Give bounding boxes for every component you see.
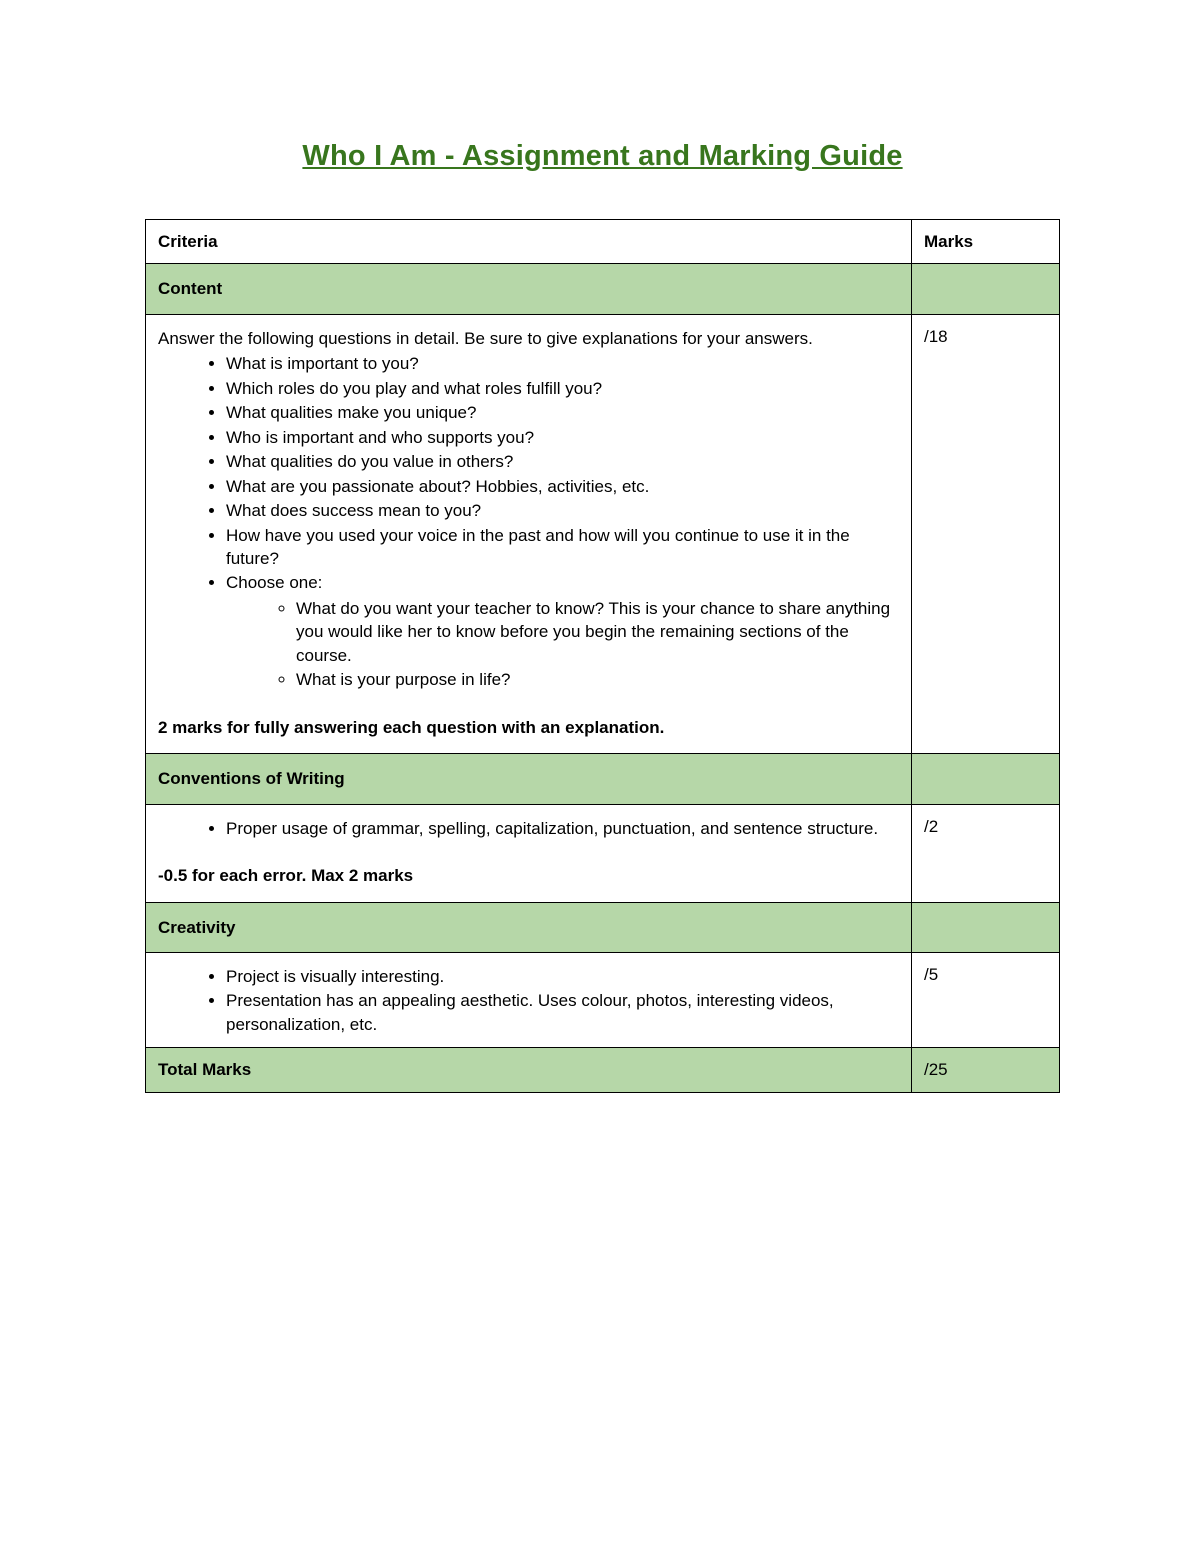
content-criteria-cell	[146, 314, 912, 753]
sub-bullet-item: ◦ What is your purpose in life?	[296, 668, 899, 691]
marking-guide-table	[145, 219, 1060, 1093]
section-heading-content: Content	[146, 264, 912, 314]
section-row-conventions	[146, 754, 1060, 804]
column-header-criteria: Criteria	[146, 220, 912, 264]
section-heading-content-marks-cell	[912, 264, 1060, 314]
creativity-bullet-list	[158, 965, 899, 1036]
conventions-marks-note: -0.5 for each error. Max 2 marks	[158, 866, 414, 886]
content-sub-bullet-list	[226, 597, 899, 692]
conventions-body-row	[146, 804, 1060, 902]
section-heading-creativity-marks-cell	[912, 902, 1060, 952]
section-row-creativity	[146, 902, 1060, 952]
section-row-content	[146, 264, 1060, 314]
bullet-item: • What does success mean to you?	[226, 499, 899, 522]
bullet-item-choose-one	[226, 571, 899, 691]
bullet-item-label: Choose one:	[226, 573, 323, 593]
conventions-marks-value: /2	[912, 804, 1060, 902]
content-intro-text: Answer the following questions in detail. Be sure to give explanations for your answers.	[158, 328, 813, 348]
section-heading-conventions-marks-cell	[912, 754, 1060, 804]
bullet-item: • What qualities make you unique?	[226, 401, 899, 424]
content-bullet-list	[158, 352, 899, 691]
bullet-item: • How have you used your voice in the past and how will you continue to use it in the future?	[226, 524, 899, 571]
section-heading-creativity: Creativity	[146, 902, 912, 952]
total-marks-value: /25	[912, 1048, 1060, 1092]
bullet-item: • Proper usage of grammar, spelling, capitalization, punctuation, and sentence structure.	[226, 817, 899, 840]
bullet-item: • Presentation has an appealing aesthetic. Uses colour, photos, interesting videos, personalization, etc.	[226, 989, 899, 1036]
content-marks-value: /18	[912, 314, 1060, 753]
page-title: Who I Am - Assignment and Marking Guide	[302, 140, 903, 172]
bullet-item: • What qualities do you value in others?	[226, 450, 899, 473]
content-body-row	[146, 314, 1060, 753]
total-marks-label: Total Marks	[146, 1048, 912, 1092]
conventions-criteria-cell	[146, 804, 912, 902]
content-marks-note: 2 marks for fully answering each question with an explanation.	[158, 717, 665, 737]
bullet-item: • Project is visually interesting.	[226, 965, 899, 988]
bullet-item: • What is important to you?	[226, 352, 899, 375]
creativity-marks-value: /5	[912, 952, 1060, 1047]
creativity-body-row	[146, 952, 1060, 1047]
column-header-marks: Marks	[912, 220, 1060, 264]
table-header-row	[146, 220, 1060, 264]
section-heading-conventions: Conventions of Writing	[146, 754, 912, 804]
bullet-item: • What are you passionate about? Hobbies, activities, etc.	[226, 475, 899, 498]
bullet-item: • Who is important and who supports you?	[226, 426, 899, 449]
sub-bullet-item: ◦ What do you want your teacher to know? This is your chance to share anything you would like her to know before you begin the remaining sections of the course.	[296, 597, 899, 667]
conventions-bullet-list	[158, 817, 899, 840]
bullet-item: • Which roles do you play and what roles fulfill you?	[226, 377, 899, 400]
total-marks-row	[146, 1048, 1060, 1092]
creativity-criteria-cell	[146, 952, 912, 1047]
